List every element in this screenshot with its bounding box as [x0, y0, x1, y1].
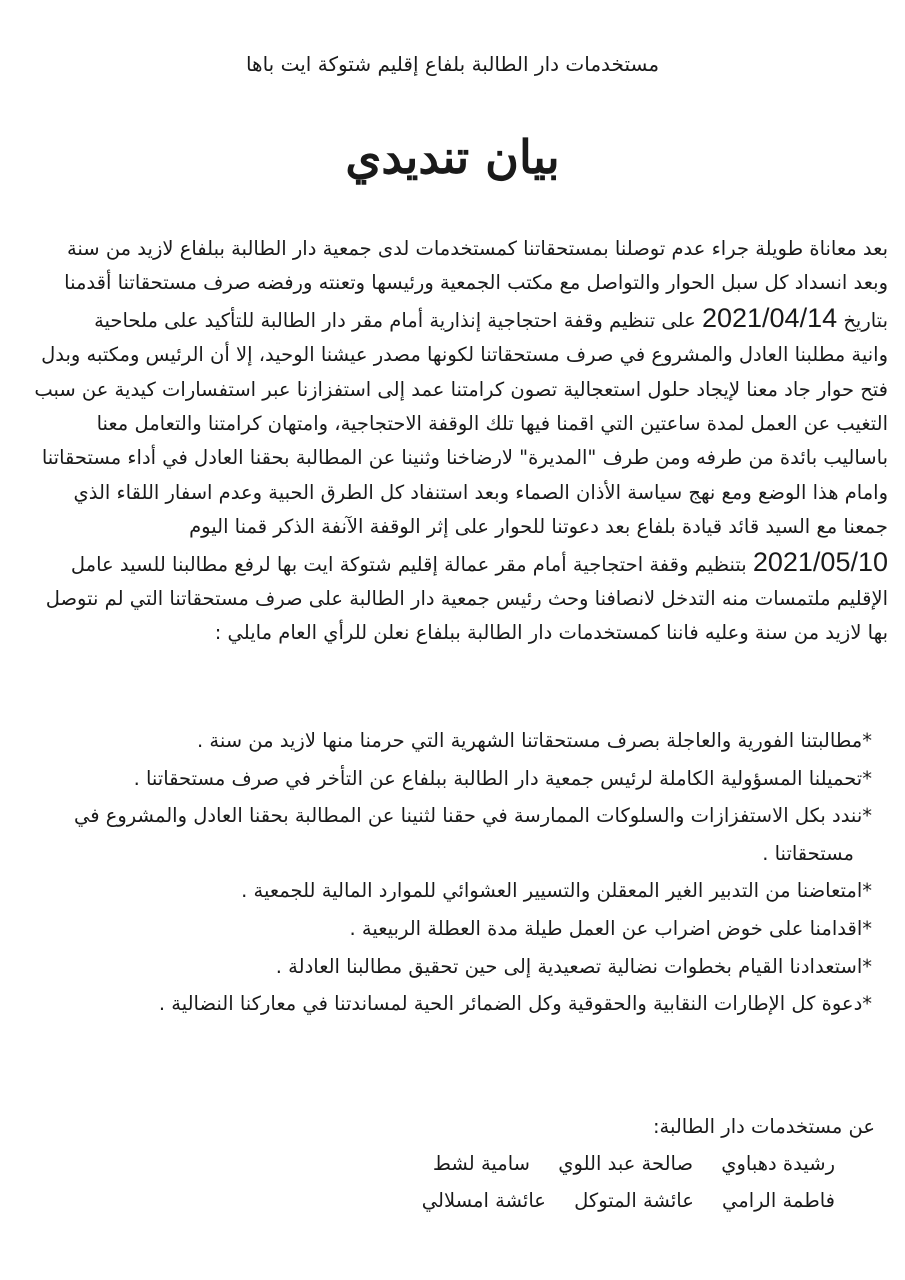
demand-item-continuation: مستحقاتنا . [762, 841, 854, 865]
body-line: وانية مطلبنا العادل والمشروع في صرف مستحقاتنا لكونها مصدر عيشنا الوحيد، إلا أن الرئيس ومكتبه وبدل [41, 343, 888, 367]
bullet-star-icon: * [862, 992, 872, 1016]
bullet-star-icon: * [862, 804, 872, 828]
demand-item: *نندد بكل الاستفزازات والسلوكات الممارسة في حقنا لثنينا عن المطالبة بحقنا العادل والمشروع في [73, 804, 872, 828]
bullet-star-icon: * [862, 729, 872, 752]
signatures-block [421, 1108, 875, 1219]
first-protest-date: 2021/04/14 [701, 302, 838, 333]
body-line: جمعنا مع السيد قائد قيادة بلفاع بعد دعوتنا للحوار على إثر الوقفة الآنفة الذكر قمنا اليوم [189, 515, 888, 539]
second-protest-date: 2021/05/10 [752, 546, 888, 577]
signatory-name: فاطمة الرامي [722, 1189, 835, 1212]
signatory-name: سامية لشط [432, 1152, 531, 1175]
demand-item: *استعدادنا القيام بخطوات نضالية تصعيدية إلى حين تحقيق مطالبنا العادلة . [275, 954, 872, 978]
signatory-name: عائشة امسلالي [421, 1189, 546, 1212]
body-line: التغيب عن العمل لمدة ساعتين التي اقمنا فيها تلك الوقفة الاحتجاجية، وامتهان كرامتنا والتعامل معنا [96, 412, 888, 436]
statement-body [18, 232, 888, 651]
body-line: الإقليم ملتمسات منه التدخل لانصافنا وحث رئيس جمعية دار الطالبة على صرف مستحقاتنا التي لم نتوصل [45, 587, 888, 611]
body-line-fragment: على تنظيم وقفة احتجاجية إنذارية أمام مقر دار الطالبة للتأكيد على ملحاحية [94, 308, 696, 332]
body-line: وامام هذا الوضع ومع نهج سياسة الأذان الصماء وبعد استنفاد كل الطرق الحبية وعدم اسفار اللقاء الذي [73, 480, 888, 504]
bullet-star-icon: * [862, 954, 872, 978]
signatory-name: رشيدة دهباوي [721, 1152, 835, 1175]
signatory-name: عائشة المتوكل [574, 1189, 694, 1212]
signatories-row [421, 1182, 875, 1219]
body-line [18, 545, 888, 582]
signatories-heading: عن مستخدمات دار الطالبة: [652, 1115, 875, 1138]
document-title: بيان تنديدي [345, 130, 560, 184]
bullet-star-icon: * [862, 916, 872, 940]
bullet-star-icon: * [862, 766, 872, 790]
body-line-fragment: بتنظيم وقفة احتجاجية أمام مقر عمالة إقليم شتوكة ايت بها لرفع مطالبنا للسيد عامل [70, 552, 747, 576]
body-line: بها لازيد من سنة وعليه فاننا كمستخدمات دار الطالبة ببلفاع نعلن للرأي العام مايلي : [214, 621, 888, 645]
demand-item: *امتعاضنا من التدبير الغير المعقلن والتسيير العشوائي للموارد المالية للجمعية . [241, 879, 872, 903]
body-line: فتح حوار جاد معنا لإيجاد حلول استعجالية تصون كرامتنا عمد إلى استفزازنا عبر استفسارات كيدية عن سبب [34, 377, 888, 401]
body-line: بعد معاناة طويلة جراء عدم توصلنا بمستحقاتنا كمستخدمات لدى جمعية دار الطالبة ببلفاع لازيد من سنة [66, 237, 888, 260]
body-line: باساليب بائدة من طرفه ومن طرف "المديرة" لارضاخنا وثنينا عن المطالبة بحقنا العادل في أداء مستحقاتنا [41, 446, 888, 470]
body-line [18, 301, 888, 338]
demand-item: *اقدامنا على خوض اضراب عن العمل طيلة مدة العطلة الربيعية . [349, 916, 872, 940]
signatories-row [425, 1145, 875, 1182]
demand-item: *مطالبتنا الفورية والعاجلة بصرف مستحقاتنا الشهرية التي حرمنا منها لازيد من سنة . [196, 729, 872, 752]
demands-list [30, 722, 872, 1023]
body-line: وبعد انسداد كل سبل الحوار والتواصل مع مكتب الجمعية ورئيسها وتعنته ورفضه صرف مستحقاتنا أقدمنا [64, 271, 888, 295]
organization-header: مستخدمات دار الطالبة بلفاع إقليم شتوكة ايت باها [245, 52, 660, 76]
demand-item: *دعوة كل الإطارات النقابية والحقوقية وكل الضمائر الحية لمساندتنا في معاركنا النضالية . [158, 992, 872, 1016]
signatory-name: صالحة عبد اللوي [558, 1152, 694, 1175]
bullet-star-icon: * [862, 879, 872, 903]
date-prefix: بتاريخ [843, 308, 888, 332]
demand-item: *تحميلنا المسؤولية الكاملة لرئيس جمعية دار الطالبة ببلفاع عن التأخر في صرف مستحقاتنا . [133, 766, 872, 790]
